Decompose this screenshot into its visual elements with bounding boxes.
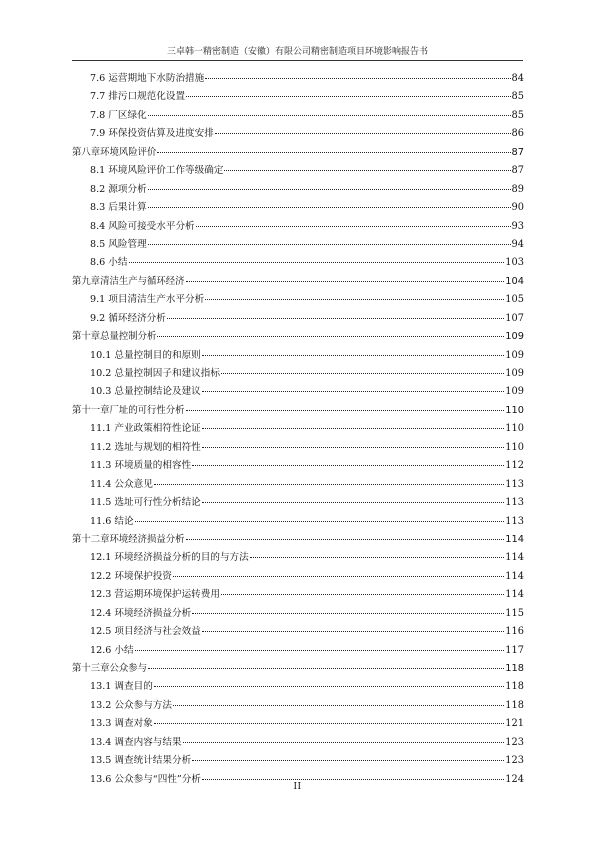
toc-leader-dots [135,521,505,522]
toc-entry-title: 7.6 运营期地下水防治措施 [90,73,205,84]
toc-entry-page: 118 [505,699,524,711]
toc-entry-page: 113 [505,515,524,527]
toc-leader-dots [135,650,505,651]
toc-leader-dots [202,447,505,448]
toc-section-entry[interactable] [72,218,524,236]
toc-entry-title: 8.5 风险管理 [90,238,147,250]
toc-leader-dots [157,152,510,153]
toc-entry-title: 9.2 循环经济分析 [90,312,166,324]
toc-entry-title: 12.5 项目经济与社会效益 [90,626,201,638]
toc-leader-dots [221,373,504,374]
toc-leader-dots [186,281,505,282]
toc-leader-dots [202,355,505,356]
toc-leader-dots [129,262,505,263]
toc-entry-title: 12.2 环境保护投资 [90,570,172,582]
toc-section-entry[interactable] [72,347,524,365]
toc-leader-dots [148,244,511,245]
toc-entry-title: 7.7 排污口规范化设置 [90,91,186,103]
toc-entry-page: 89 [511,183,524,195]
toc-section-entry[interactable] [72,254,524,272]
toc-entry-title: 11.3 环境质量的相容性 [90,460,192,472]
toc-entry-page: 110 [505,441,524,453]
toc-leader-dots [202,779,504,780]
toc-section-entry[interactable] [72,162,524,180]
toc-entry-title: 第十二章环境经济损益分析 [72,533,185,545]
toc-chapter-entry[interactable] [72,402,524,420]
toc-chapter-entry[interactable] [72,660,524,678]
toc-entry-title: 第十一章厂址的可行性分析 [72,404,185,416]
toc-entry-title: 8.2 源项分析 [90,183,147,195]
toc-entry-title: 8.3 后果计算 [90,202,147,214]
toc-entry-title: 12.4 环境经济损益分析 [90,607,192,619]
table-of-contents [72,70,524,789]
toc-entry-page: 117 [505,644,524,656]
toc-leader-dots [154,723,505,724]
toc-entry-title: 13.5 调查统计结果分析 [90,755,192,767]
toc-section-entry[interactable] [72,88,524,106]
toc-section-entry[interactable] [72,513,524,531]
toc-section-entry[interactable] [72,107,524,125]
toc-chapter-entry[interactable] [72,273,524,291]
toc-section-entry[interactable] [72,752,524,770]
toc-leader-dots [202,502,505,503]
toc-section-entry[interactable] [72,310,524,328]
toc-leader-dots [250,557,505,558]
toc-chapter-entry[interactable] [72,144,524,162]
toc-section-entry[interactable] [72,236,524,254]
toc-leader-dots [196,226,511,227]
toc-leader-dots [215,133,511,134]
toc-leader-dots [186,410,505,411]
toc-entry-page: 114 [505,589,524,601]
page-number: II [293,782,302,792]
toc-section-entry[interactable] [72,623,524,641]
toc-leader-dots [167,318,504,319]
toc-entry-page: 123 [505,755,524,767]
toc-leader-dots [221,594,504,595]
toc-section-entry[interactable] [72,291,524,309]
toc-entry-title: 12.1 环境经济损益分析的目的与方法 [90,552,249,564]
toc-entry-title: 12.6 小结 [90,644,134,656]
toc-entry-page: 109 [505,349,524,361]
toc-section-entry[interactable] [72,697,524,715]
toc-entry-title: 11.1 产业政策相符性论证 [90,423,201,435]
toc-leader-dots [205,299,504,300]
toc-leader-dots [186,96,510,97]
toc-entry-page: 124 [505,773,524,785]
toc-entry-title: 9.1 项目清洁生产水平分析 [90,294,205,306]
toc-entry-page: 105 [505,294,524,306]
toc-entry-title: 13.1 调查目的 [90,681,153,693]
toc-entry-page: 84 [511,73,524,84]
toc-section-entry[interactable] [72,181,524,199]
toc-entry-page: 118 [505,681,524,693]
toc-leader-dots [205,78,510,79]
toc-entry-title: 第八章环境风险评价 [72,146,157,158]
toc-entry-title: 11.6 结论 [90,515,134,527]
toc-leader-dots [224,170,510,171]
toc-entry-page: 112 [505,460,524,472]
toc-section-entry[interactable] [72,125,524,143]
toc-leader-dots [154,686,505,687]
toc-section-entry[interactable] [72,365,524,383]
toc-leader-dots [154,484,505,485]
toc-section-entry[interactable] [72,642,524,660]
toc-entry-page: 87 [511,146,524,158]
toc-entry-title: 10.1 总量控制目的和原则 [90,349,201,361]
toc-entry-page: 110 [505,404,524,416]
header-rule [72,60,523,61]
toc-entry-title: 11.4 公众意见 [90,478,153,490]
toc-entry-page: 85 [511,109,524,121]
toc-entry-title: 10.3 总量控制结论及建议 [90,386,201,398]
toc-entry-page: 114 [505,570,524,582]
toc-entry-page: 116 [505,626,524,638]
toc-section-entry[interactable] [72,734,524,752]
toc-leader-dots [202,391,505,392]
toc-section-entry[interactable] [72,476,524,494]
toc-leader-dots [202,631,505,632]
toc-chapter-entry[interactable] [72,328,524,346]
toc-section-entry[interactable] [72,586,524,604]
toc-leader-dots [173,576,504,577]
toc-entry-page: 104 [505,275,524,287]
toc-entry-page: 114 [505,533,524,545]
toc-section-entry[interactable] [72,678,524,696]
toc-section-entry[interactable] [72,494,524,512]
toc-section-entry[interactable] [72,383,524,401]
toc-chapter-entry[interactable] [72,531,524,549]
toc-leader-dots [183,742,505,743]
toc-entry-title: 11.2 选址与规划的相符性 [90,441,201,453]
toc-leader-dots [148,115,511,116]
toc-section-entry[interactable] [72,568,524,586]
toc-entry-page: 85 [511,91,524,103]
toc-entry-page: 94 [511,238,524,250]
toc-entry-title: 13.2 公众参与方法 [90,699,172,711]
toc-entry-page: 109 [505,368,524,379]
toc-entry-title: 8.1 环境风险评价工作等级确定 [90,165,224,177]
toc-leader-dots [202,428,505,429]
toc-entry-title: 7.8 厂区绿化 [90,109,147,121]
toc-section-entry[interactable] [72,605,524,623]
toc-leader-dots [186,539,505,540]
toc-leader-dots [192,760,504,761]
toc-entry-page: 109 [505,386,524,398]
toc-entry-page: 107 [505,312,524,324]
toc-entry-title: 10.2 总量控制因子和建议指标 [90,368,220,379]
toc-entry-page: 93 [511,220,524,232]
toc-leader-dots [173,705,504,706]
toc-entry-title: 13.6 公众参与“四性”分析 [90,773,201,785]
toc-leader-dots [148,189,511,190]
toc-section-entry[interactable] [72,199,524,217]
toc-entry-page: 113 [505,478,524,490]
toc-entry-page: 113 [505,497,524,509]
toc-section-entry[interactable] [72,457,524,475]
toc-entry-title: 第九章清洁生产与循环经济 [72,275,185,287]
toc-entry-page: 90 [511,202,524,214]
toc-leader-dots [157,336,504,337]
running-header: 三卓韩一精密制造（安徽）有限公司精密制造项目环境影响报告书 [166,47,428,57]
toc-entry-page: 114 [505,552,524,564]
toc-entry-title: 13.3 调查对象 [90,718,153,730]
toc-section-entry[interactable] [72,420,524,438]
toc-entry-page: 87 [511,165,524,177]
toc-entry-page: 86 [511,128,524,140]
toc-leader-dots [192,613,504,614]
toc-entry-page: 110 [505,423,524,435]
toc-entry-title: 8.6 小结 [90,257,128,269]
toc-entry-page: 109 [505,331,524,343]
toc-entry-title: 12.3 营运期环境保护运转费用 [90,589,220,601]
toc-entry-page: 123 [505,736,524,748]
toc-entry-title: 11.5 选址可行性分析结论 [90,497,201,509]
toc-entry-page: 118 [505,663,524,674]
toc-entry-title: 第十三章公众参与 [72,663,148,674]
toc-section-entry[interactable] [72,715,524,733]
toc-leader-dots [148,207,511,208]
toc-entry-page: 103 [505,257,524,269]
toc-leader-dots [148,668,504,669]
toc-leader-dots [192,465,504,466]
toc-entry-title: 第十章总量控制分析 [72,331,157,343]
toc-section-entry[interactable] [72,70,524,88]
toc-entry-page: 115 [505,607,524,619]
toc-section-entry[interactable] [72,549,524,567]
toc-entry-title: 7.9 环保投资估算及进度安排 [90,128,214,140]
toc-entry-title: 8.4 风险可接受水平分析 [90,220,195,232]
toc-entry-page: 121 [505,718,524,730]
toc-section-entry[interactable] [72,439,524,457]
toc-entry-title: 13.4 调查内容与结果 [90,736,182,748]
